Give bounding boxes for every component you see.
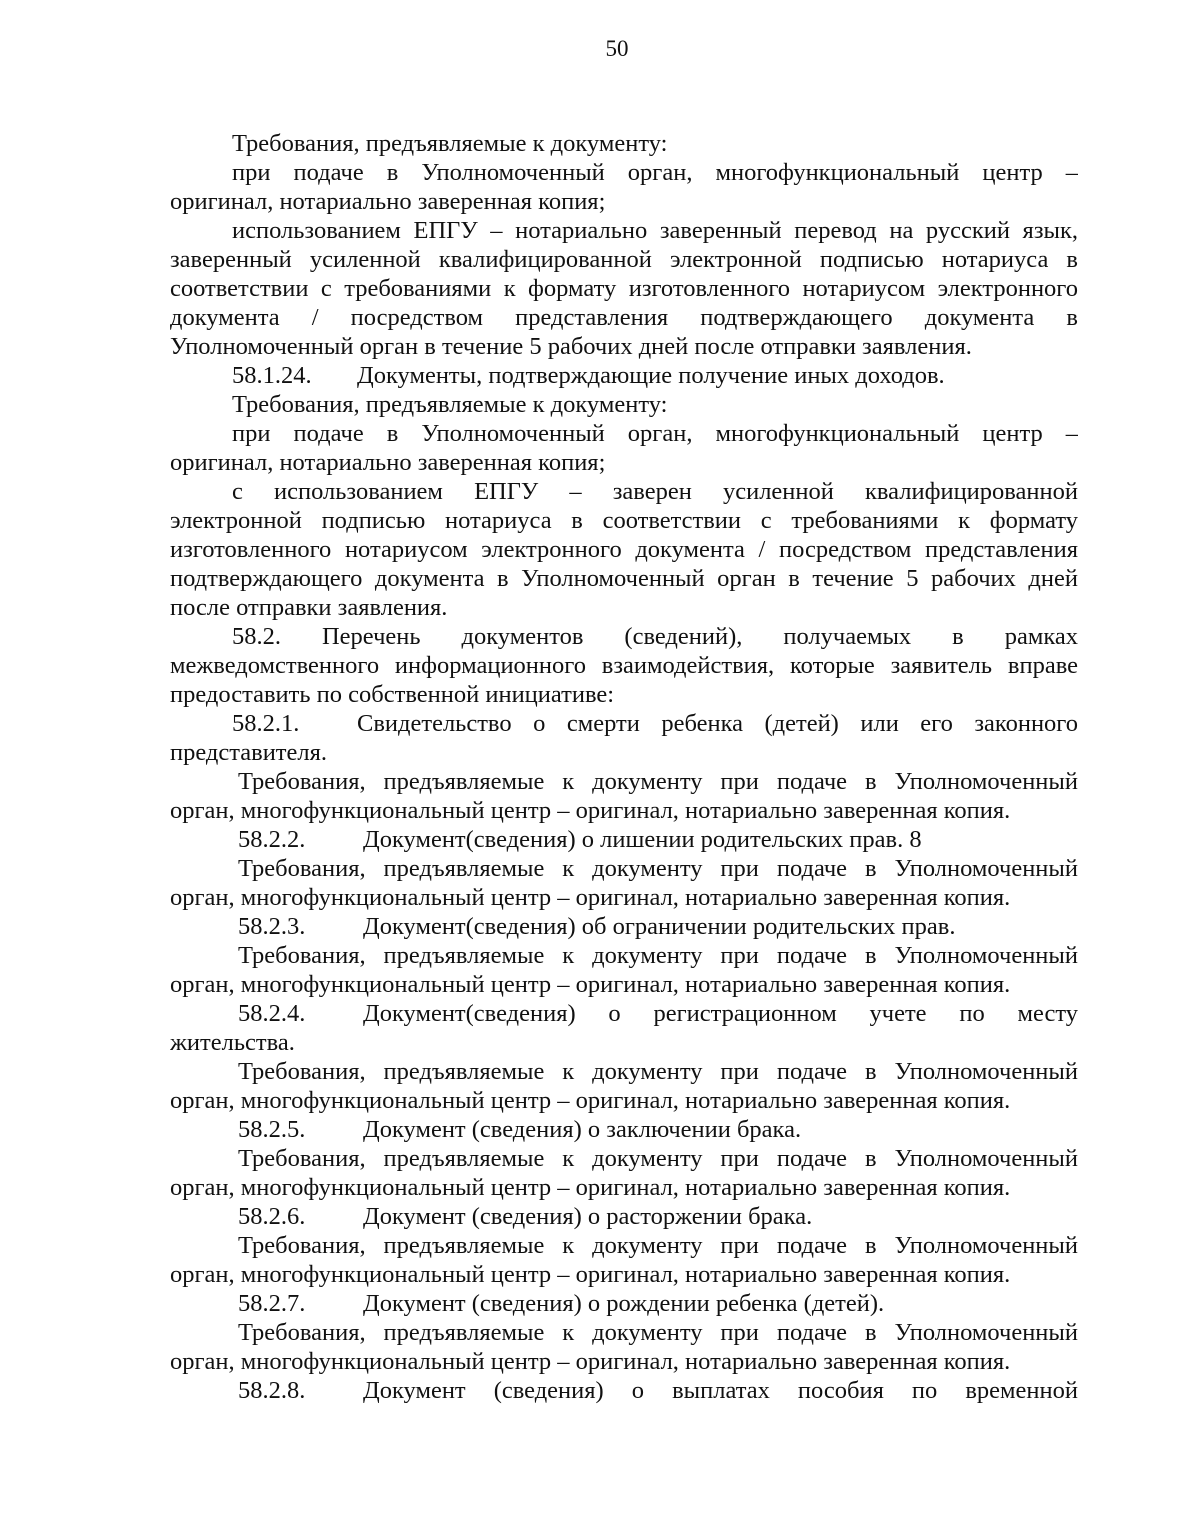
text-line xyxy=(170,303,1078,332)
text-line xyxy=(170,477,1078,506)
text-line xyxy=(170,1231,1078,1260)
line-text: подтверждающего документа в Уполномоченный орган в течение 5 рабочих дней xyxy=(170,565,1078,592)
line-text: Документ (сведения) о расторжении брака. xyxy=(363,1203,813,1230)
line-text: заверенный усиленной квалифицированной электронной подписью нотариуса в xyxy=(170,246,1078,273)
clause-number: 58.2.4. xyxy=(238,1000,306,1027)
line-text: предоставить по собственной инициативе: xyxy=(170,681,615,708)
line-text: при подаче в Уполномоченный орган, многофункциональный центр – xyxy=(232,159,1078,186)
line-text: документа / посредством представления подтверждающего документа в xyxy=(170,304,1078,331)
text-line xyxy=(170,506,1078,535)
text-line xyxy=(170,622,1078,651)
document-body xyxy=(170,129,1078,1405)
clause-number: 58.2.5. xyxy=(238,1116,306,1143)
line-text: после отправки заявления. xyxy=(170,594,448,621)
text-line xyxy=(170,216,1078,245)
line-text: Требования, предъявляемые к документу при подаче в Уполномоченный xyxy=(238,1319,1078,1346)
line-text: изготовленного нотариусом электронного документа / посредством представления xyxy=(170,536,1078,563)
line-text: Документ (сведения) о выплатах пособия по временной xyxy=(363,1377,1078,1404)
line-text: использованием ЕПГУ – нотариально заверенный перевод на русский язык, xyxy=(232,217,1078,244)
text-line xyxy=(170,129,1078,158)
line-text: представителя. xyxy=(170,739,328,766)
numbered-line xyxy=(170,825,1078,854)
clause-number: 58.2.2. xyxy=(238,826,306,853)
line-text: при подаче в Уполномоченный орган, многофункциональный центр – xyxy=(232,420,1078,447)
line-text: орган, многофункциональный центр – оригинал, нотариально заверенная копия. xyxy=(170,884,1011,911)
text-line xyxy=(170,883,1078,912)
line-text: 58.2. Перечень документов (сведений), получаемых в рамках xyxy=(232,623,1078,650)
line-text: Свидетельство о смерти ребенка (детей) или его законного xyxy=(357,710,1078,737)
text-line xyxy=(170,1260,1078,1289)
text-line xyxy=(170,796,1078,825)
text-line xyxy=(170,390,1078,419)
clause-number: 58.2.1. xyxy=(232,710,300,737)
text-line xyxy=(170,767,1078,796)
numbered-line xyxy=(170,361,1078,390)
line-text: межведомственного информационного взаимодействия, которые заявитель вправе xyxy=(170,652,1078,679)
clause-number: 58.2.8. xyxy=(238,1377,306,1404)
numbered-line xyxy=(170,1376,1078,1405)
line-text: Документ (сведения) о заключении брака. xyxy=(363,1116,802,1143)
line-text: Документ (сведения) о рождении ребенка (детей). xyxy=(363,1290,885,1317)
text-line xyxy=(170,941,1078,970)
numbered-line xyxy=(170,1289,1078,1318)
line-text: Уполномоченный орган в течение 5 рабочих дней после отправки заявления. xyxy=(170,333,972,360)
numbered-line xyxy=(170,1202,1078,1231)
text-line xyxy=(170,1144,1078,1173)
line-text: орган, многофункциональный центр – оригинал, нотариально заверенная копия. xyxy=(170,1348,1011,1375)
text-line xyxy=(170,1057,1078,1086)
text-line xyxy=(170,448,1078,477)
numbered-line xyxy=(170,912,1078,941)
line-text: Требования, предъявляемые к документу при подаче в Уполномоченный xyxy=(238,855,1078,882)
line-text: Требования, предъявляемые к документу: xyxy=(232,130,668,157)
text-line xyxy=(170,245,1078,274)
clause-number: 58.1.24. xyxy=(232,362,312,389)
line-text: Документ(сведения) об ограничении родительских прав. xyxy=(363,913,956,940)
line-text: Требования, предъявляемые к документу при подаче в Уполномоченный xyxy=(238,942,1078,969)
text-line xyxy=(170,1086,1078,1115)
numbered-line xyxy=(170,999,1078,1028)
line-text: Требования, предъявляемые к документу: xyxy=(232,391,668,418)
text-line xyxy=(170,651,1078,680)
text-line xyxy=(170,187,1078,216)
numbered-line xyxy=(170,1115,1078,1144)
text-line xyxy=(170,970,1078,999)
line-text: орган, многофункциональный центр – оригинал, нотариально заверенная копия. xyxy=(170,1087,1011,1114)
line-text: Документы, подтверждающие получение иных доходов. xyxy=(357,362,945,389)
text-line xyxy=(170,593,1078,622)
line-text: жительства. xyxy=(170,1029,295,1056)
line-text: электронной подписью нотариуса в соответствии с требованиями к формату xyxy=(170,507,1078,534)
line-text: Требования, предъявляемые к документу при подаче в Уполномоченный xyxy=(238,1232,1078,1259)
line-text: Требования, предъявляемые к документу при подаче в Уполномоченный xyxy=(238,1058,1078,1085)
line-text: соответствии с требованиями к формату изготовленного нотариусом электронного xyxy=(170,275,1078,302)
line-text: орган, многофункциональный центр – оригинал, нотариально заверенная копия. xyxy=(170,1261,1011,1288)
text-line xyxy=(170,274,1078,303)
line-text: Требования, предъявляемые к документу при подаче в Уполномоченный xyxy=(238,1145,1078,1172)
line-text: оригинал, нотариально заверенная копия; xyxy=(170,449,606,476)
text-line xyxy=(170,1173,1078,1202)
text-line xyxy=(170,1028,1078,1057)
line-text: орган, многофункциональный центр – оригинал, нотариально заверенная копия. xyxy=(170,797,1011,824)
text-line xyxy=(170,158,1078,187)
line-text: Документ(сведения) о лишении родительских прав. 8 xyxy=(363,826,922,853)
text-line xyxy=(170,332,1078,361)
clause-number: 58.2.6. xyxy=(238,1203,306,1230)
text-line xyxy=(170,564,1078,593)
text-line xyxy=(170,738,1078,767)
line-text: орган, многофункциональный центр – оригинал, нотариально заверенная копия. xyxy=(170,971,1011,998)
line-text: Документ(сведения) о регистрационном учете по месту xyxy=(363,1000,1078,1027)
text-line xyxy=(170,419,1078,448)
clause-number: 58.2.7. xyxy=(238,1290,306,1317)
line-text: орган, многофункциональный центр – оригинал, нотариально заверенная копия. xyxy=(170,1174,1011,1201)
text-line xyxy=(170,680,1078,709)
text-line xyxy=(170,1347,1078,1376)
text-line xyxy=(170,854,1078,883)
line-text: оригинал, нотариально заверенная копия; xyxy=(170,188,606,215)
text-line xyxy=(170,535,1078,564)
line-text: Требования, предъявляемые к документу при подаче в Уполномоченный xyxy=(238,768,1078,795)
page-number: 50 xyxy=(605,36,629,61)
numbered-line xyxy=(170,709,1078,738)
text-line xyxy=(170,1318,1078,1347)
line-text: с использованием ЕПГУ – заверен усиленной квалифицированной xyxy=(232,478,1078,505)
clause-number: 58.2.3. xyxy=(238,913,306,940)
